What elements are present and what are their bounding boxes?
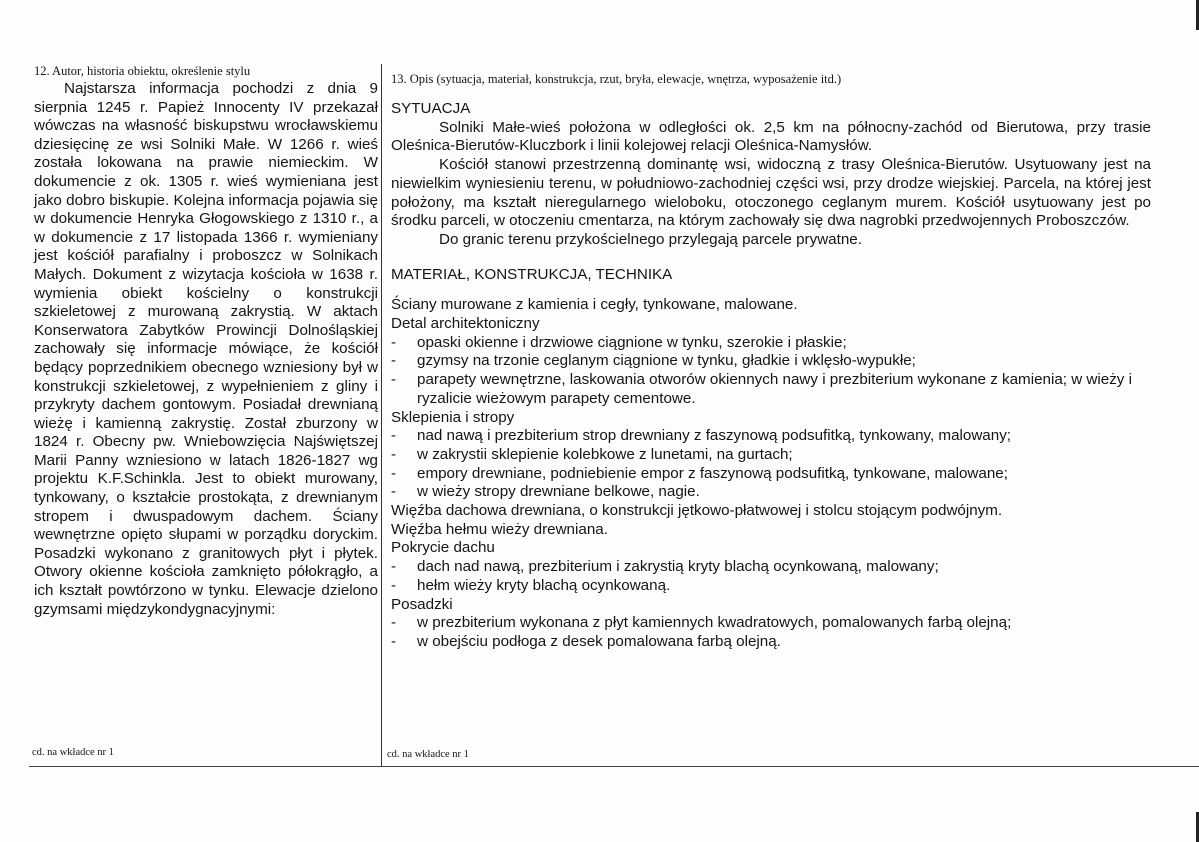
sytuacja-paragraph-3: Do granic terenu przykościelnego przylegają parcele prywatne. <box>439 230 862 248</box>
detal-heading: Detal architektoniczny <box>391 315 540 333</box>
section-13-footnote: cd. na wkładce nr 1 <box>387 749 469 760</box>
sytuacja-paragraph-1: Solniki Małe-wieś położona w odległości ok. 2,5 km na północny-zachód od Bierutowa, przy trasie Oleśnica-Bierutów-Kluczbork i linii kolejowej relacji Oleśnica-Namysłów. <box>391 118 1151 155</box>
history-paragraph: Najstarsza informacja pochodzi z dnia 9 sierpnia 1245 r. Papież Innocenty IV przekazał wówczas na własność biskupstwu wrocławskiemu dziesięcinę ze wsi Solniki Małe. W 1266 r. wieś została lokowana na prawie niemieckim. W dokumencie z ok. 1305 r. wieś wymieniana jest jako dobro biskupie. Kolejna informacja pojawia się w dokumencie Henryka Głogowskiego z 1310 r., a w dokumencie z 17 listopada 1366 r. wymieniany jest kościół parafialny i proboszcz w Solnikach Małych. Dokument z wizytacja kościoła w 1638 r. wymienia obiekt kościelny o konstrukcji szkieletowej z murowaną zakrystią. W aktach Konserwatora Zabytków Prowincji Dolnośląskiej zachowały się informacje mówiące, że kościół będący poprzednikiem obecnego wzniesiony był w konstrukcji szkieletowej, z wypełnieniem z gliny i przykryty dachem gontowym. Posiadał drewnianą wieżę i kamienną zakrystię. Został zburzony w 1824 r. Obecny pw. Wniebowzięcia Najświętszej Marii Panny wzniesiono w latach 1826-1827 wg projektu K.F.Schinkla. Jest to obiekt murowany, tynkowany, o kształcie prostokąta, z drewnianym stropem i dwuspadowym dachem. Ściany wewnętrzne opięto słupami w porządku doryckim. Posadzki wykonano z granitowych płyt i płytek. Otwory okienne kościoła zamknięto półokrągło, a ich kształt powtórzono w tynku. Elewacje dzielono gzymsami międzykondygnacyjnymi: <box>34 80 378 618</box>
list-item: - hełm wieży kryty blachą ocynkowaną. <box>391 576 671 594</box>
list-item: - w wieży stropy drewniane belkowe, nagie. <box>391 483 700 501</box>
list-item: - parapety wewnętrzne, laskowania otworów okiennych nawy i prezbiterium wykonane z kamienia; w wieży i ryzalicie wieżowym parapety cementowe. <box>391 371 1132 407</box>
posadzki-heading: Posadzki <box>391 595 453 613</box>
roof-truss-line: Więźba dachowa drewniana, o konstrukcji jętkowo-płatwowej i stolcu stojącym podwójnym. <box>391 502 1003 520</box>
section-13-header: 13. Opis (sytuacja, materiał, konstrukcja, rzut, bryła, elewacje, wnętrza, wyposażenie itd.) <box>391 72 842 86</box>
list-item: - nad nawą i prezbiterium strop drewniany z faszynową podsufitką, tynkowany, malowany; <box>391 427 1012 445</box>
list-item: - empory drewniane, podniebienie empor z faszynową podsufitką, tynkowane, malowane; <box>391 464 1008 482</box>
list-item: - opaski okienne i drzwiowe ciągnione w tynku, szerokie i płaskie; <box>391 333 847 351</box>
helm-truss-line: Więźba hełmu wieży drewniana. <box>391 520 608 538</box>
walls-line: Ściany murowane z kamienia i cegły, tynkowane, malowane. <box>391 296 798 314</box>
column-divider <box>381 64 382 766</box>
pokrycie-heading: Pokrycie dachu <box>391 539 495 557</box>
sytuacja-heading: SYTUACJA <box>391 100 471 117</box>
list-item: - w prezbiterium wykonana z płyt kamiennych kwadratowych, pomalowanych farbą olejną; <box>391 614 1012 632</box>
list-item: - w obejściu podłoga z desek pomalowana farbą olejną. <box>391 632 781 650</box>
sytuacja-paragraph-2: Kościół stanowi przestrzenną dominantę wsi, widoczną z trasy Oleśnica-Bierutów. Usytuowany jest na niewielkim wyniesieniu terenu, w południowo-zachodniej części wsi, przy drodze wiejskiej. Parcela, na której jest położony, ma kształt nieregularnego wieloboku, otoczonego ceglanym murem. Kościół usytuowany jest po środku parceli, w otoczeniu cmentarza, na którym zachowały się dwa nagrobki przedwojennych Proboszczów. <box>391 156 1151 230</box>
section-13-body <box>391 100 1151 652</box>
list-item: - w zakrystii sklepienie kolebkowe z lunetami, na gurtach; <box>391 445 793 463</box>
form-bottom-rule <box>29 766 1199 767</box>
section-12-body <box>34 80 378 619</box>
section-12-header: 12. Autor, historia obiektu, określenie stylu <box>34 64 251 78</box>
list-item: - dach nad nawą, prezbiterium i zakrystią kryty blachą ocynkowaną, malowany; <box>391 558 939 576</box>
material-heading: MATERIAŁ, KONSTRUKCJA, TECHNIKA <box>391 265 673 283</box>
list-item: - gzymsy na trzonie ceglanym ciągnione w tynku, gładkie i wklęsło-wypukłe; <box>391 352 916 370</box>
sklepienia-heading: Sklepienia i stropy <box>391 408 515 426</box>
section-12-footnote: cd. na wkładce nr 1 <box>32 747 114 758</box>
